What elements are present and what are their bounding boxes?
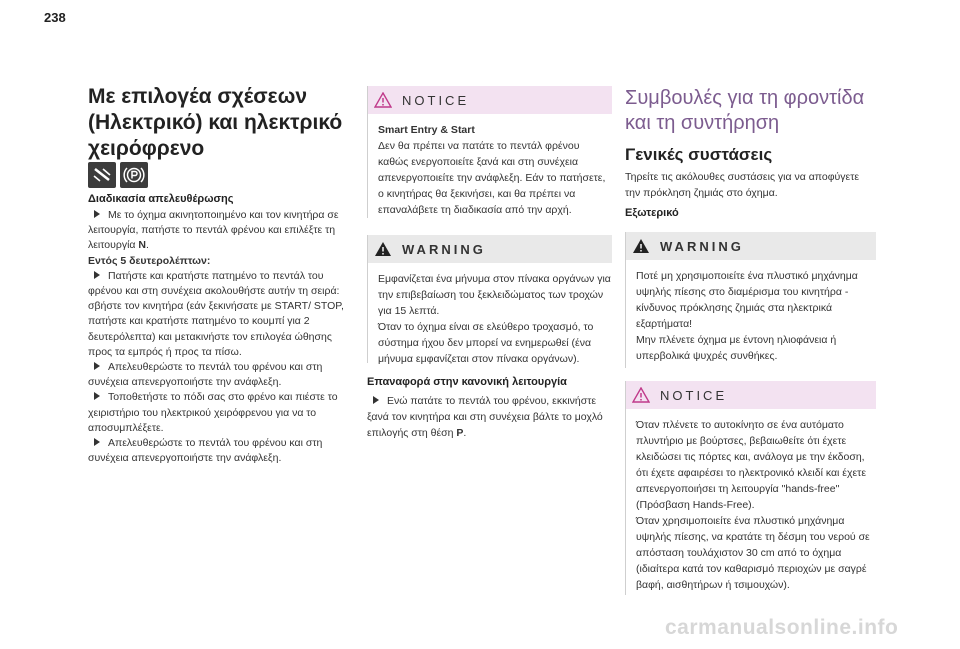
right-warning-text-2: Μην πλένετε όχημα με έντονη ηλιοφάνεια ή υπερβολικά ψυχρές συνθήκες. bbox=[636, 334, 837, 362]
care-title: Συμβουλές για τη φροντίδα και τη συντήρηση bbox=[625, 87, 865, 134]
right-warning-text-1: Ποτέ μη χρησιμοποιείτε ένα πλυστικό μηχάνημα υψηλής πίεσης στο διαμέρισμα του κινητήρα - κίνδυνος πρόκλησης ζημιάς στα ηλεκτρικά εξαρτήματα! bbox=[636, 270, 858, 330]
right-warning-header bbox=[626, 232, 876, 260]
notice-title: NOTICE bbox=[402, 92, 470, 108]
bullet-arrow-icon bbox=[94, 362, 100, 370]
parking-brake-icon bbox=[120, 162, 148, 188]
general-intro: Τηρείτε τις ακόλουθες συστάσεις για να αποφύγετε την πρόκληση ζημιάς στο όχημα. bbox=[625, 171, 860, 199]
general-subtitle: Γενικές συστάσεις bbox=[625, 145, 773, 164]
notice-box bbox=[367, 86, 612, 218]
warning-box bbox=[367, 235, 612, 363]
bullet-arrow-icon bbox=[94, 210, 100, 218]
step-1: Με το όχημα ακινητοποιημένο και τον κινητήρα σε λειτουργία, πατήστε το πεντάλ φρένου και επιλέξτε τη λειτουργία N. bbox=[88, 209, 339, 252]
right-notice-text-1: Όταν πλένετε το αυτοκίνητο σε ένα αυτόματο πλυντήριο με βούρτσες, βεβαιωθείτε ότι έχετε κλειδώσει τις πόρτες και, ανάλογα με την έκδοση, ότι έχετε αφαιρέσει το ηλεκτρονικό κλειδί και έχετε απενεργοποιήσει τη λειτουργία "hands-free" (Πρόσβαση Hands-Free). bbox=[636, 419, 867, 511]
right-notice-text-2: Όταν χρησιμοποιείτε ένα πλυστικό μηχάνημα υψηλής πίεσης, να κρατάτε τη δέσμη του νερού σε απόσταση τουλάχιστον 30 cm από το όχημα (ιδιαίτερα κατά τον καθαρισμό περιοχών με σαγρέ βαφή, αισθητήρων ή τσιμουχών). bbox=[636, 515, 870, 591]
procedure-text bbox=[88, 208, 350, 466]
right-warning-title: WARNING bbox=[660, 238, 744, 254]
step-2: Πατήστε και κρατήστε πατημένο το πεντάλ του φρένου και στη συνέχεια ακολουθήστε αυτήν τη σειρά: σβήστε τον κινητήρα (εάν ξεκινήσατε με START/ STOP, πατήστε και κρατήστε πατημένο το κουμπί για 2 δευτερόλεπτα) και μετακινήστε τον επιλογέα ώθησης προς τα εμπρός ή προς τα πίσω. bbox=[88, 269, 344, 358]
right-notice-title: NOTICE bbox=[660, 387, 728, 403]
right-notice-box bbox=[625, 381, 876, 595]
right-warning-body bbox=[626, 260, 876, 364]
bullet-arrow-icon bbox=[373, 396, 379, 404]
warning-header bbox=[368, 235, 612, 263]
bullet-arrow-icon bbox=[94, 392, 100, 400]
section-title: Με επιλογέα σχέσεων (Ηλεκτρικό) και ηλεκτρικό χειρόφρενο bbox=[88, 85, 343, 160]
step-4: Τοποθετήστε το πόδι σας στο φρένο και πιέστε το χειριστήριο του ηλεκτρικού χειρόφρενου για να το αποσυμπλέξετε. bbox=[88, 391, 338, 434]
indicator-icons bbox=[88, 162, 148, 188]
restore-subtitle: Επαναφορά στην κανονική λειτουργία bbox=[367, 376, 567, 388]
warning-text-1: Εμφανίζεται ένα μήνυμα στον πίνακα οργάνων για την επιβεβαίωση του ξεκλειδώματος των τροχών για 15 λεπτά. bbox=[378, 273, 611, 317]
page-number: 238 bbox=[44, 10, 66, 25]
notice-header bbox=[368, 86, 612, 114]
notice-text: Δεν θα πρέπει να πατάτε το πεντάλ φρένου καθώς ενεργοποιείτε ξανά και στη συνέχεια απενεργοποιείτε την ανάφλεξη. Εάν το πατήσετε, ο κινητήρας θα ξεκινήσει, και θα πρέπει να επαναλάβετε τη διαδικασία από την αρχή. bbox=[378, 140, 606, 216]
warning-triangle-icon bbox=[374, 241, 392, 257]
bullet-arrow-icon bbox=[94, 271, 100, 279]
step-3: Απελευθερώστε το πεντάλ του φρένου και στη συνέχεια απενεργοποιήστε την ανάφλεξη. bbox=[88, 361, 323, 389]
right-warning-box bbox=[625, 232, 876, 368]
warning-body bbox=[368, 263, 612, 367]
warning-text-2: Όταν το όχημα είναι σε ελεύθερο τροχασμό, το σύστημα ήχου δεν μπορεί να ενημερωθεί (ένα μήνυμα εμφανίζεται στον πίνακα οργάνων). bbox=[378, 321, 594, 365]
restore-text: Ενώ πατάτε το πεντάλ του φρένου, εκκινήστε ξανά τον κινητήρα και στη συνέχεια βάλτε το μοχλό επιλογής στη θέση P. bbox=[367, 395, 603, 439]
notice-body bbox=[368, 114, 612, 218]
notice-warning-icon bbox=[632, 387, 650, 403]
bullet-arrow-icon bbox=[94, 438, 100, 446]
road-icon bbox=[88, 162, 116, 188]
exterior-label: Εξωτερικό bbox=[625, 207, 679, 219]
notice-warning-icon bbox=[374, 92, 392, 108]
step-5: Απελευθερώστε το πεντάλ του φρένου και στη συνέχεια απενεργοποιήστε την ανάφλεξη. bbox=[88, 437, 323, 465]
notice-heading: Smart Entry & Start bbox=[378, 124, 475, 136]
right-notice-body bbox=[626, 409, 876, 593]
right-notice-header bbox=[626, 381, 876, 409]
procedure-subtitle: Διαδικασία απελευθέρωσης bbox=[88, 193, 234, 205]
warning-triangle-icon bbox=[632, 238, 650, 254]
warning-title: WARNING bbox=[402, 241, 486, 257]
within-label: Εντός 5 δευτερολέπτων: bbox=[88, 254, 211, 267]
watermark: carmanualsonline.info bbox=[665, 616, 899, 639]
